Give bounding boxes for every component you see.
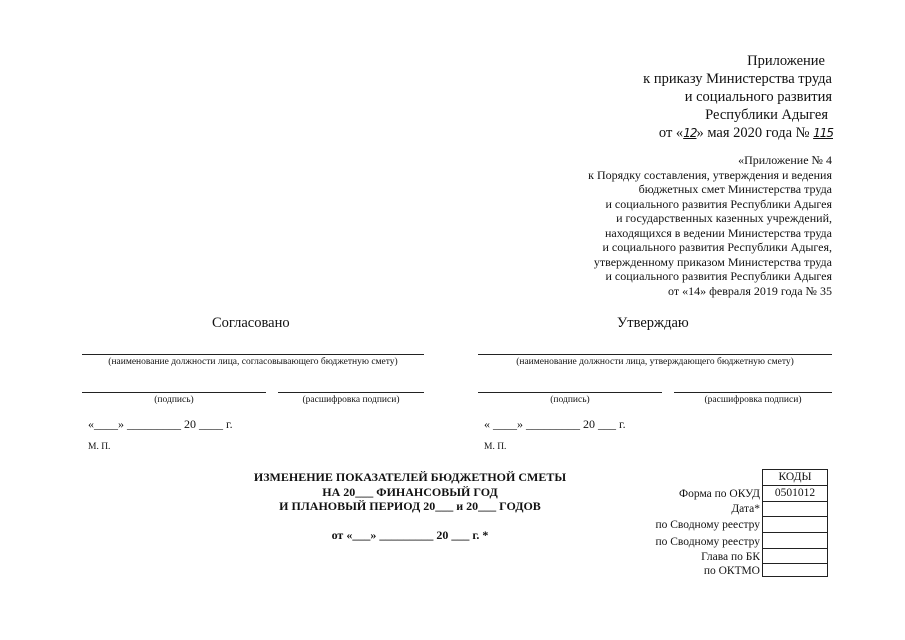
heading-line-2: НА 20___ ФИНАНСОВЫЙ ГОД — [322, 485, 498, 499]
agreed-signature-caption: (подпись) — [154, 395, 194, 405]
codes-row-label: по Сводному реестру — [655, 536, 760, 548]
agreed-decoding-line — [278, 392, 424, 393]
approve-position-caption: (наименование должности лица, утверждающего бюджетную смету) — [516, 357, 794, 367]
order-day-handwritten: 12 — [683, 126, 697, 140]
appendix4-line: и государственных казенных учреждений, — [616, 211, 832, 225]
codes-row-label: по ОКТМО — [703, 565, 760, 577]
appendix4-line: к Порядку составления, утверждения и ведения — [588, 167, 832, 182]
approve-position-line — [478, 354, 832, 355]
appendix4-line: и социального развития Республики Адыгея — [605, 269, 832, 283]
codes-table — [762, 469, 828, 577]
agreed-position-line — [82, 354, 424, 355]
codes-header: КОДЫ — [763, 470, 828, 486]
date-code-cell[interactable] — [763, 501, 828, 516]
appendix-title: Приложение — [747, 53, 825, 69]
appendix4-line: от «14» февраля 2019 года № 35 — [668, 283, 832, 298]
heading-date-line: от «___» _________ 20 ___ г. * — [331, 528, 489, 542]
heading-line-3: И ПЛАНОВЫЙ ПЕРИОД 20___ и 20___ ГОДОВ — [279, 499, 541, 513]
agreed-position-caption: (наименование должности лица, согласовывающего бюджетную смету) — [108, 357, 398, 367]
appendix4-line: бюджетных смет Министерства труда — [638, 182, 832, 196]
oktmo-code-cell[interactable] — [763, 563, 828, 576]
reestr-code-cell-1[interactable] — [763, 516, 828, 532]
reestr-code-cell-2[interactable] — [763, 532, 828, 548]
codes-row-label: Глава по БК — [701, 551, 760, 563]
bk-code-cell[interactable] — [763, 548, 828, 563]
agreed-stamp: М. П. — [88, 442, 111, 452]
codes-row-label: Форма по ОКУД — [679, 488, 760, 500]
approve-signature-line — [478, 392, 662, 393]
agreed-title: Согласовано — [212, 315, 290, 331]
appendix4-line: утвержденному приказом Министерства труда — [593, 254, 832, 269]
appendix4-block — [588, 153, 832, 298]
agreed-date-line: «____» _________ 20 ____ г. — [88, 417, 233, 431]
approve-date-line: « ____» _________ 20 ___ г. — [484, 417, 626, 431]
approve-decoding-caption: (расшифровка подписи) — [704, 395, 802, 405]
appendix-order-date — [659, 124, 833, 142]
appendix4-line: находящихся в ведении Министерства труда — [604, 225, 832, 240]
order-date-middle: » мая 2020 года № — [696, 125, 810, 141]
heading-line-1: ИЗМЕНЕНИЕ ПОКАЗАТЕЛЕЙ БЮДЖЕТНОЙ СМЕТЫ — [253, 470, 567, 484]
appendix4-line: и социального развития Республики Адыгея, — [602, 240, 832, 254]
approve-signature-caption: (подпись) — [550, 395, 590, 405]
order-number-handwritten: 115 — [813, 126, 833, 140]
appendix4-line: «Приложение № 4 — [738, 153, 832, 167]
approve-title: Утверждаю — [617, 315, 689, 331]
codes-row-label: Дата* — [731, 503, 760, 515]
appendix4-line: и социального развития Республики Адыгея — [605, 196, 832, 211]
agreed-decoding-caption: (расшифровка подписи) — [302, 395, 400, 405]
appendix-line-3: и социального развития — [684, 89, 832, 105]
appendix-line-2: к приказу Министерства труда — [643, 71, 832, 87]
codes-row-label: по Сводному реестру — [655, 519, 760, 531]
order-date-prefix: от « — [658, 125, 684, 141]
okud-code-cell[interactable]: 0501012 — [763, 485, 828, 501]
approve-stamp: М. П. — [484, 442, 507, 452]
agreed-signature-line — [82, 392, 266, 393]
appendix-line-4: Республики Адыгея — [705, 107, 828, 123]
approve-decoding-line — [674, 392, 832, 393]
